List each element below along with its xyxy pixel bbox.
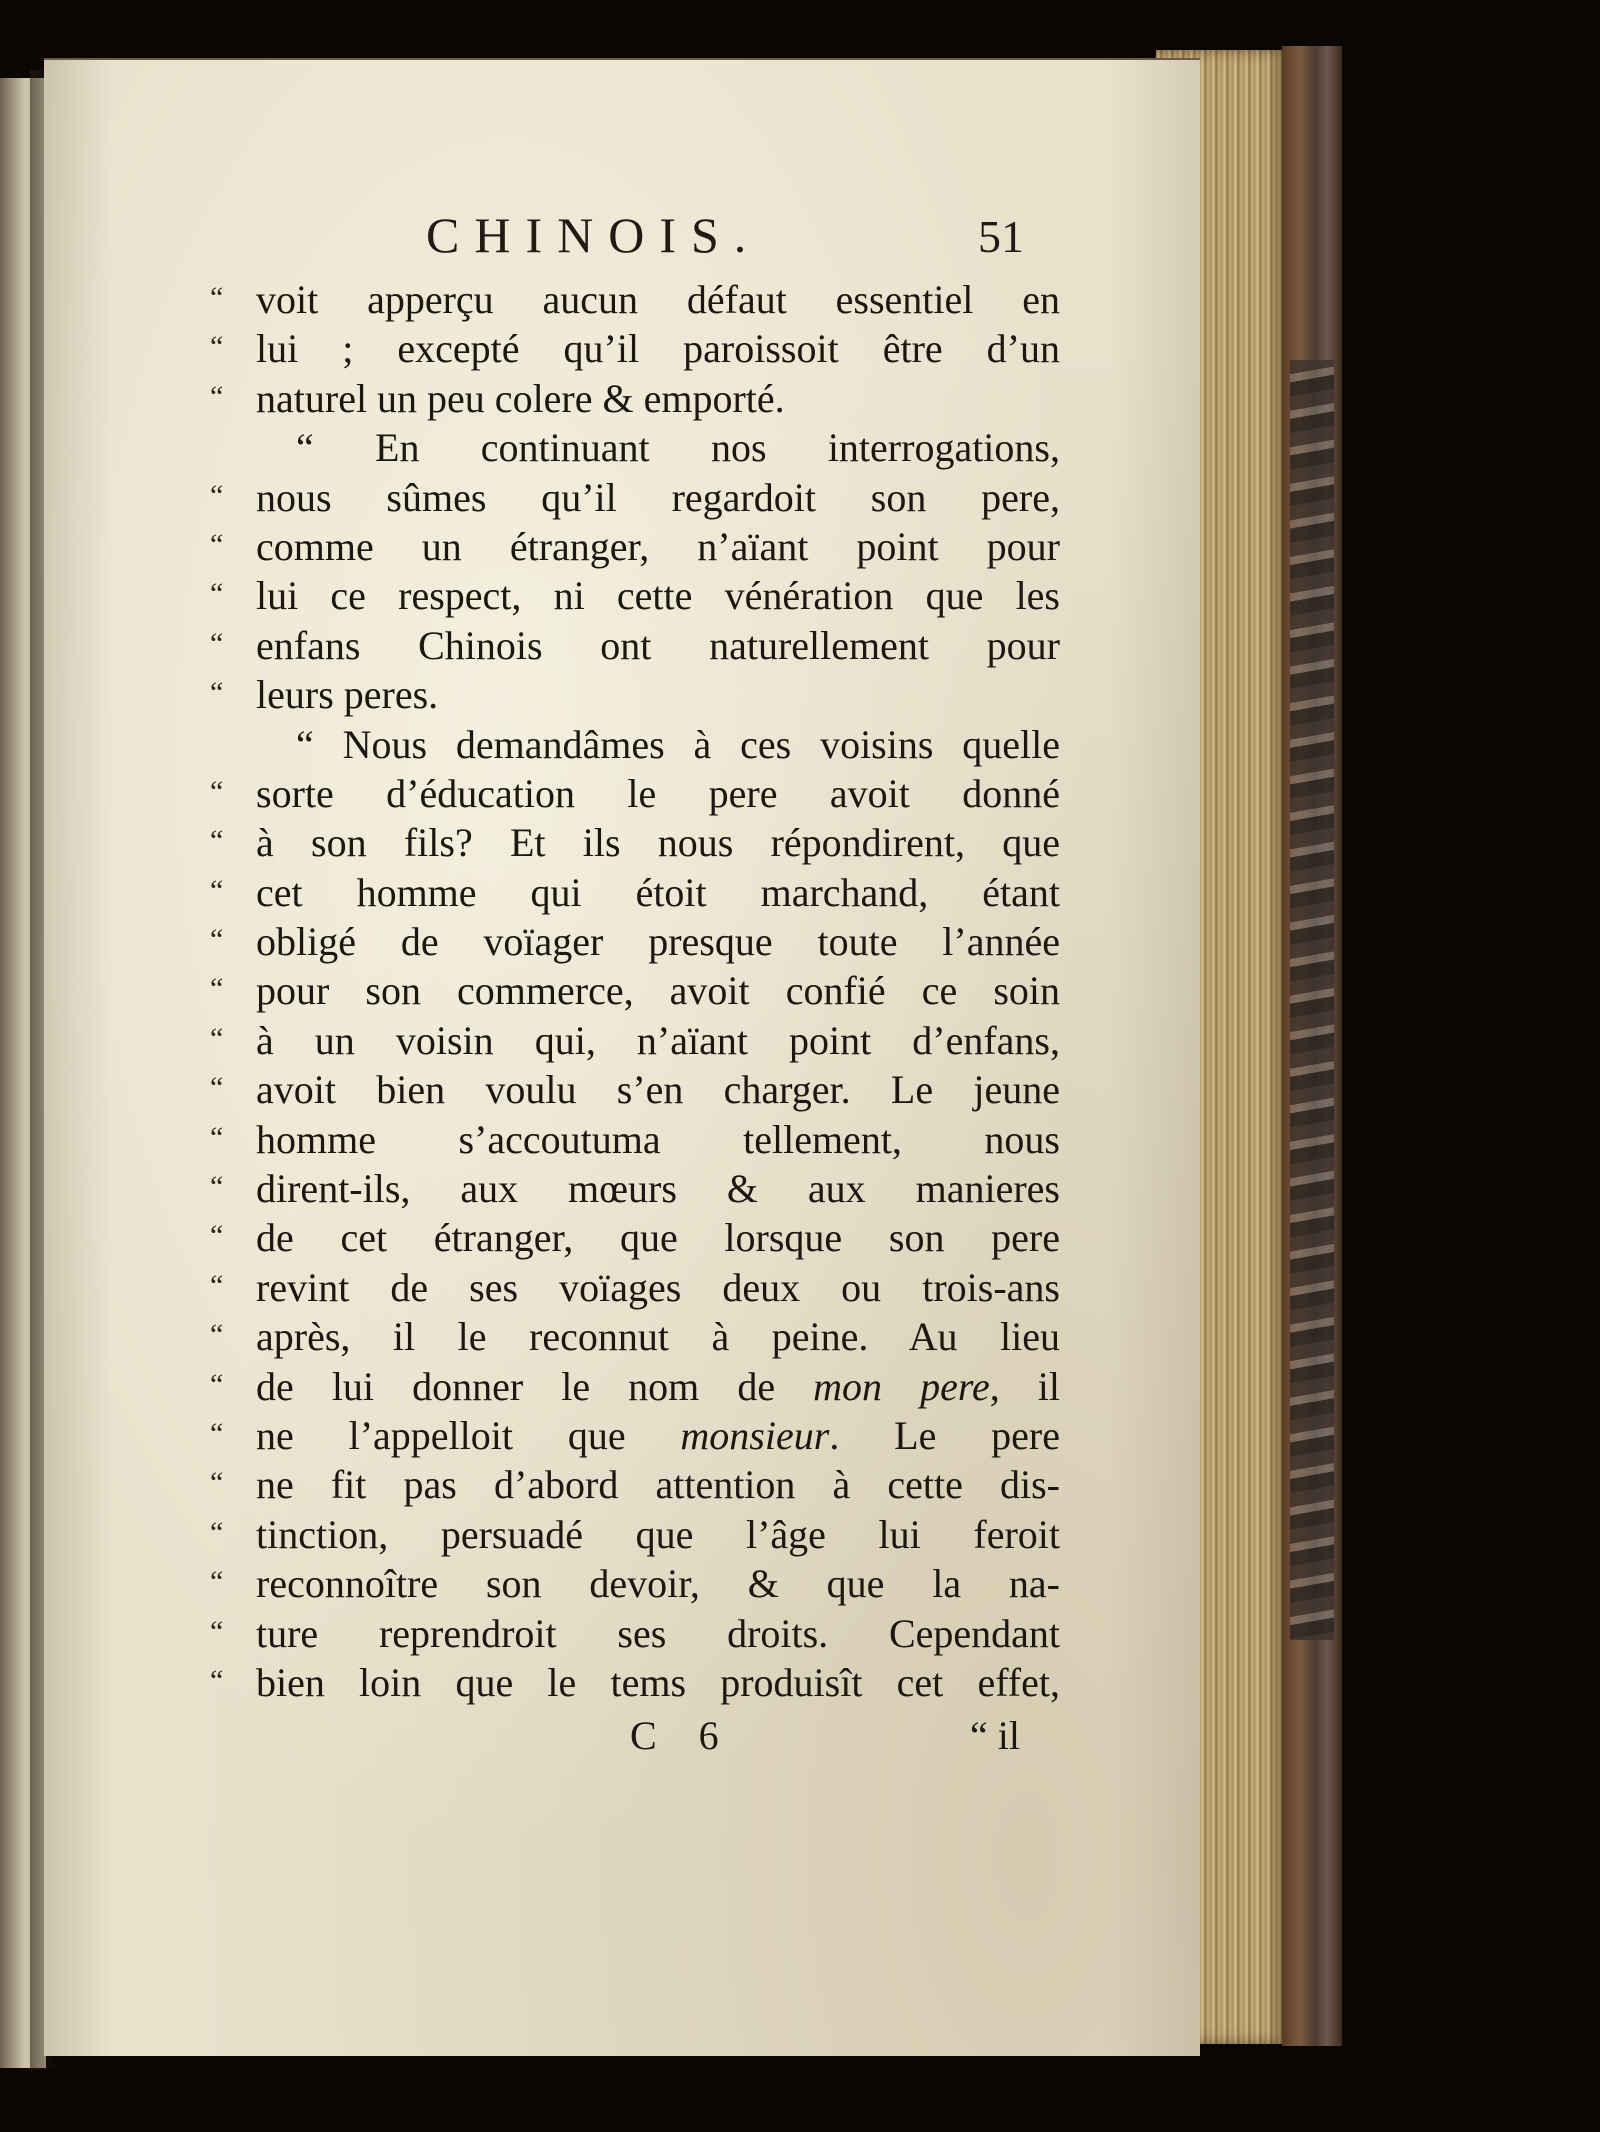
text-line xyxy=(210,1065,1060,1114)
quote-mark: “ xyxy=(210,330,224,364)
quote-mark: “ xyxy=(210,1071,224,1105)
line-text: leurs peres. xyxy=(256,672,439,718)
line-text: pour son commerce, avoit confié ce soin xyxy=(256,968,1060,1014)
text-line xyxy=(210,1460,1060,1509)
italic-phrase: monsieur xyxy=(680,1412,830,1458)
text-line xyxy=(210,1263,1060,1312)
line-text: enfans Chinois ont naturellement pour xyxy=(256,622,1060,668)
line-text: obligé de voïager presque toute l’année xyxy=(256,919,1060,965)
line-text xyxy=(256,1411,1060,1460)
text-block xyxy=(210,205,1060,1763)
quote-mark: “ xyxy=(210,774,224,808)
line-text: lui ce respect, ni cette vénération que les xyxy=(256,573,1060,619)
line-text: tinction, persuadé que l’âge lui feroit xyxy=(256,1511,1060,1557)
line-text: homme s’accoutuma tellement, nous xyxy=(256,1116,1060,1162)
line-text: cet homme qui étoit marchand, étant xyxy=(256,869,1060,915)
text-line xyxy=(210,1164,1060,1213)
body-text xyxy=(210,275,1060,1707)
text-line xyxy=(210,720,1060,769)
quote-mark: “ xyxy=(210,1416,224,1450)
quote-mark: “ xyxy=(210,577,224,611)
line-text: de cet étranger, que lorsque son pere xyxy=(256,1215,1060,1261)
quote-mark: “ xyxy=(210,972,224,1006)
text-line xyxy=(210,1559,1060,1608)
signature-mark: C 6 xyxy=(630,1713,735,1759)
line-text: bien loin que le tems produisît cet effet, xyxy=(256,1659,1060,1705)
line-text: à son fils? Et ils nous répondirent, que xyxy=(256,820,1060,866)
text-line xyxy=(210,1312,1060,1361)
line-text: “ Nous demandâmes à ces voisins quelle xyxy=(296,721,1060,767)
cover-marbling xyxy=(1290,360,1334,1640)
line-text-part: . Le pere xyxy=(829,1412,1061,1458)
line-text: dirent-ils, aux mœurs & aux manieres xyxy=(256,1166,1060,1212)
text-line xyxy=(210,868,1060,917)
line-text: ne fit pas d’abord attention à cette dis- xyxy=(256,1462,1060,1508)
quote-mark: “ xyxy=(210,1318,224,1352)
quote-mark: “ xyxy=(210,873,224,907)
line-text xyxy=(256,1362,1060,1411)
line-text: voit apperçu aucun défaut essentiel en xyxy=(256,277,1060,322)
line-text: “ En continuant nos interrogations, xyxy=(296,425,1060,471)
quote-mark: “ xyxy=(210,1367,224,1401)
line-text: avoit bien voulu s’en charger. Le jeune xyxy=(256,1067,1060,1113)
line-text: nous sûmes qu’il regardoit son pere, xyxy=(256,474,1060,520)
text-line xyxy=(210,324,1060,373)
text-line xyxy=(210,621,1060,670)
text-line xyxy=(210,670,1060,719)
line-text-part: de lui donner le nom de xyxy=(256,1363,814,1409)
running-head xyxy=(210,205,1060,275)
text-line xyxy=(210,1411,1060,1460)
text-line xyxy=(210,1213,1060,1262)
quote-mark: “ xyxy=(210,1268,224,1302)
quote-mark: “ xyxy=(210,379,224,413)
text-line xyxy=(210,473,1060,522)
line-text: revint de ses voïages deux ou trois-ans xyxy=(256,1264,1060,1310)
quote-mark: “ xyxy=(210,527,224,561)
line-text: après, il le reconnut à peine. Au lieu xyxy=(256,1314,1060,1360)
line-text-part: ne l’appelloit que xyxy=(256,1412,681,1458)
text-line xyxy=(210,275,1060,324)
page-footer xyxy=(210,1711,1060,1763)
quote-mark: “ xyxy=(210,1515,224,1549)
text-line xyxy=(210,1658,1060,1707)
text-line xyxy=(210,374,1060,423)
text-line xyxy=(210,818,1060,867)
text-line xyxy=(210,1115,1060,1164)
quote-mark: “ xyxy=(210,1663,224,1697)
italic-phrase: mon pere xyxy=(813,1363,990,1409)
text-line xyxy=(210,1362,1060,1411)
quote-mark: “ xyxy=(210,824,224,858)
text-line xyxy=(210,917,1060,966)
quote-mark: “ xyxy=(210,1021,224,1055)
line-text: reconnoître son devoir, & que la na- xyxy=(256,1561,1060,1607)
quote-mark: “ xyxy=(210,1170,224,1204)
quote-mark: “ xyxy=(210,1466,224,1500)
page-number: 51 xyxy=(978,211,1024,262)
line-text: à un voisin qui, n’aïant point d’enfans, xyxy=(256,1017,1060,1063)
quote-mark: “ xyxy=(210,1219,224,1253)
quote-mark: “ xyxy=(210,676,224,710)
line-text: ture reprendroit ses droits. Cependant xyxy=(256,1610,1060,1656)
quote-mark: “ xyxy=(210,1120,224,1154)
line-text: naturel un peu colere & emporté. xyxy=(256,375,785,421)
text-line xyxy=(210,769,1060,818)
quote-mark: “ xyxy=(210,1614,224,1648)
text-line xyxy=(210,1016,1060,1065)
quote-mark: “ xyxy=(210,626,224,660)
text-line xyxy=(210,1510,1060,1559)
line-text: comme un étranger, n’aïant point pour xyxy=(256,523,1060,569)
line-text: sorte d’éducation le pere avoit donné xyxy=(256,770,1060,816)
quote-mark: “ xyxy=(210,923,224,957)
text-line xyxy=(210,966,1060,1015)
quote-mark: “ xyxy=(210,281,224,314)
text-line xyxy=(210,522,1060,571)
quote-mark: “ xyxy=(210,478,224,512)
line-text-part: , il xyxy=(989,1363,1060,1409)
text-line xyxy=(210,423,1060,472)
text-line xyxy=(210,1609,1060,1658)
running-head-title: CHINOIS. xyxy=(426,207,762,263)
text-line xyxy=(210,571,1060,620)
catchword: “ il xyxy=(970,1713,1020,1759)
line-text: lui ; excepté qu’il paroissoit être d’un xyxy=(256,326,1060,372)
quote-mark: “ xyxy=(210,1565,224,1599)
